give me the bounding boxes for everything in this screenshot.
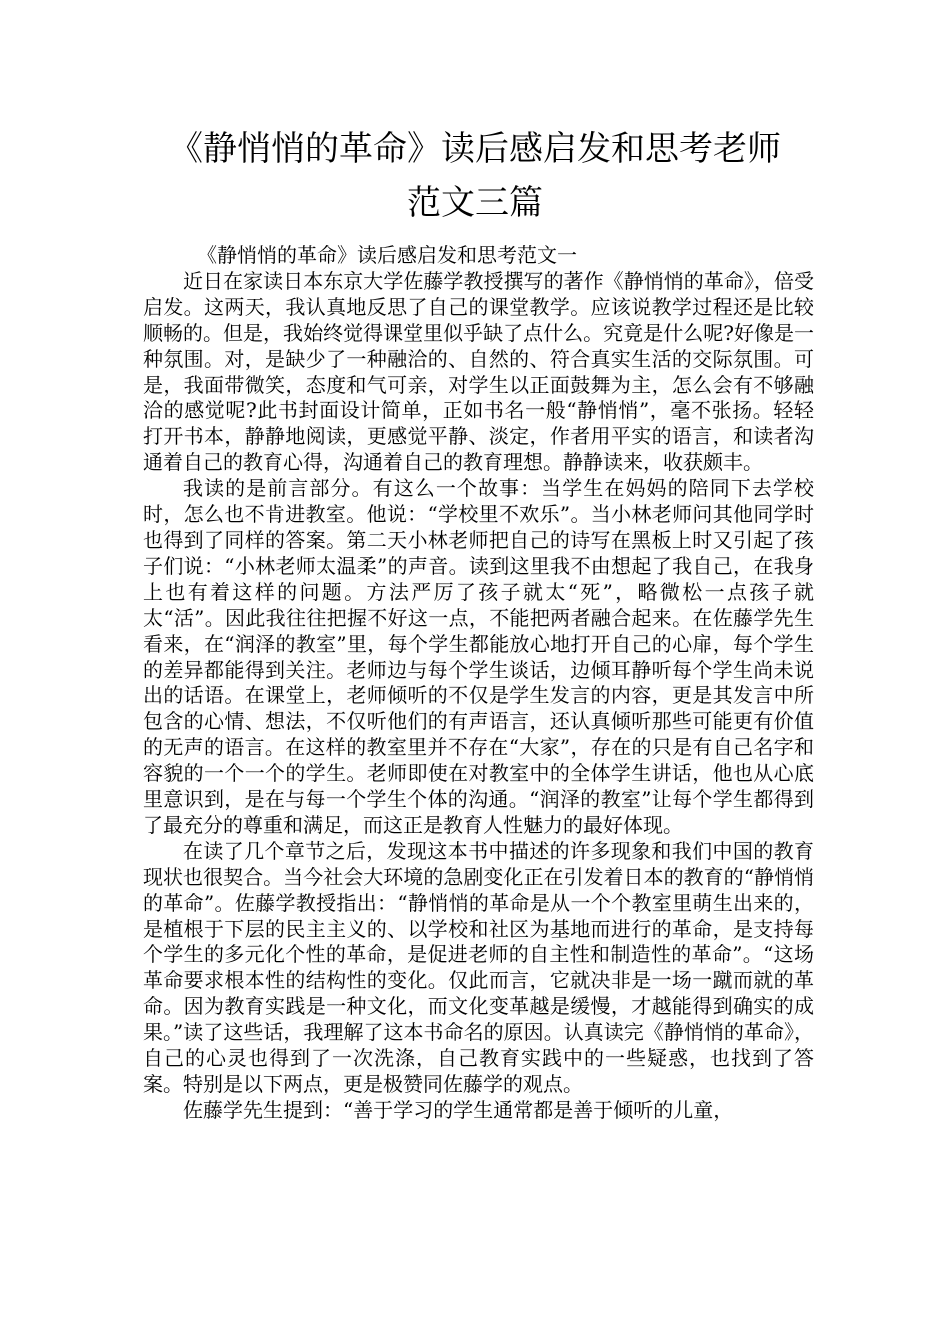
title-line-2: 范文三篇: [407, 183, 543, 223]
section-subheading: 《静悄悄的革命》读后感启发和思考范文一: [197, 243, 577, 267]
document-body: [143, 243, 814, 1124]
title-line-1: 《静悄悄的革命》读后感启发和思考老师: [169, 129, 781, 169]
paragraph-4: 佐藤学先生提到：“善于学习的学生通常都是善于倾听的儿童，: [183, 1097, 734, 1122]
document-title: [100, 122, 850, 230]
paragraph-1: 近日在家读日本东京大学佐藤学教授撰写的著作《静悄悄的革命》，倍受启发。这两天，我认真地反思了自己的课堂教学。应该说教学过程还是比较顺畅的。但是，我始终觉得课堂里似乎缺了点什么。究竟是什么呢?好像是一种氛围。对，是缺少了一种融洽的、自然的、符合真实生活的交际氛围。可是，我面带微笑，态度和气可亲，对学生以正面鼓舞为主，怎么会有不够融洽的感觉呢?此书封面设计简单，正如书名一般“静悄悄”，毫不张扬。轻轻打开书本，静静地阅读，更感觉平静、淡定，作者用平实的语言，和读者沟通着自己的教育心得，沟通着自己的教育理想。静静读来，收获颇丰。: [143, 268, 814, 475]
paragraph-3: 在读了几个章节之后，发现这本书中描述的许多现象和我们中国的教育现状也很契合。当今社会大环境的急剧变化正在引发着日本的教育的“静悄悄的革命”。佐藤学教授指出：“静悄悄的革命是从一个个教室里萌生出来的，是植根于下层的民主主义的、以学校和社区为基地而进行的革命，是支持每个学生的多元化个性的革命，是促进老师的自主性和制造性的革命”。“这场革命要求根本性的结构性的变化。仅此而言，它就决非是一场一蹴而就的革命。因为教育实践是一种文化，而文化变革越是缓慢，才越能得到确实的成果。”读了这些话，我理解了这本书命名的原因。认真读完《静悄悄的革命》，自己的心灵也得到了一次洗涤，自己教育实践中的一些疑惑，也找到了答案。特别是以下两点，更是极赞同佐藤学的观点。: [143, 838, 814, 1096]
paragraph-2: 我读的是前言部分。有这么一个故事：当学生在妈妈的陪同下去学校时，怎么也不肯进教室。他说：“学校里不欢乐”。当小林老师问其他同学时也得到了同样的答案。第二天小林老师把自己的诗写在黑板上时又引起了孩子们说：“小林老师太温柔”的声音。读到这里我不由想起了我自己，在我身上也有着这样的问题。方法严厉了孩子就太“死”，略微松一点孩子就太“活”。因此我往往把握不好这一点，不能把两者融合起来。在佐藤学先生看来，在“润泽的教室”里，每个学生都能放心地打开自己的心扉，每个学生的差异都能得到关注。老师边与每个学生谈话，边倾耳静听每个学生尚未说出的话语。在课堂上，老师倾听的不仅是学生发言的内容，更是其发言中所包含的心情、想法，不仅听他们的有声语言，还认真倾听那些可能更有价值的无声的语言。在这样的教室里并不存在“大家”，存在的只是有自己名字和容貌的一个一个的学生。老师即使在对教室中的全体学生讲话，他也从心底里意识到，是在与每一个学生个体的沟通。“润泽的教室”让每个学生都得到了最充分的尊重和满足，而这正是教育人性魅力的最好体现。: [143, 476, 814, 837]
